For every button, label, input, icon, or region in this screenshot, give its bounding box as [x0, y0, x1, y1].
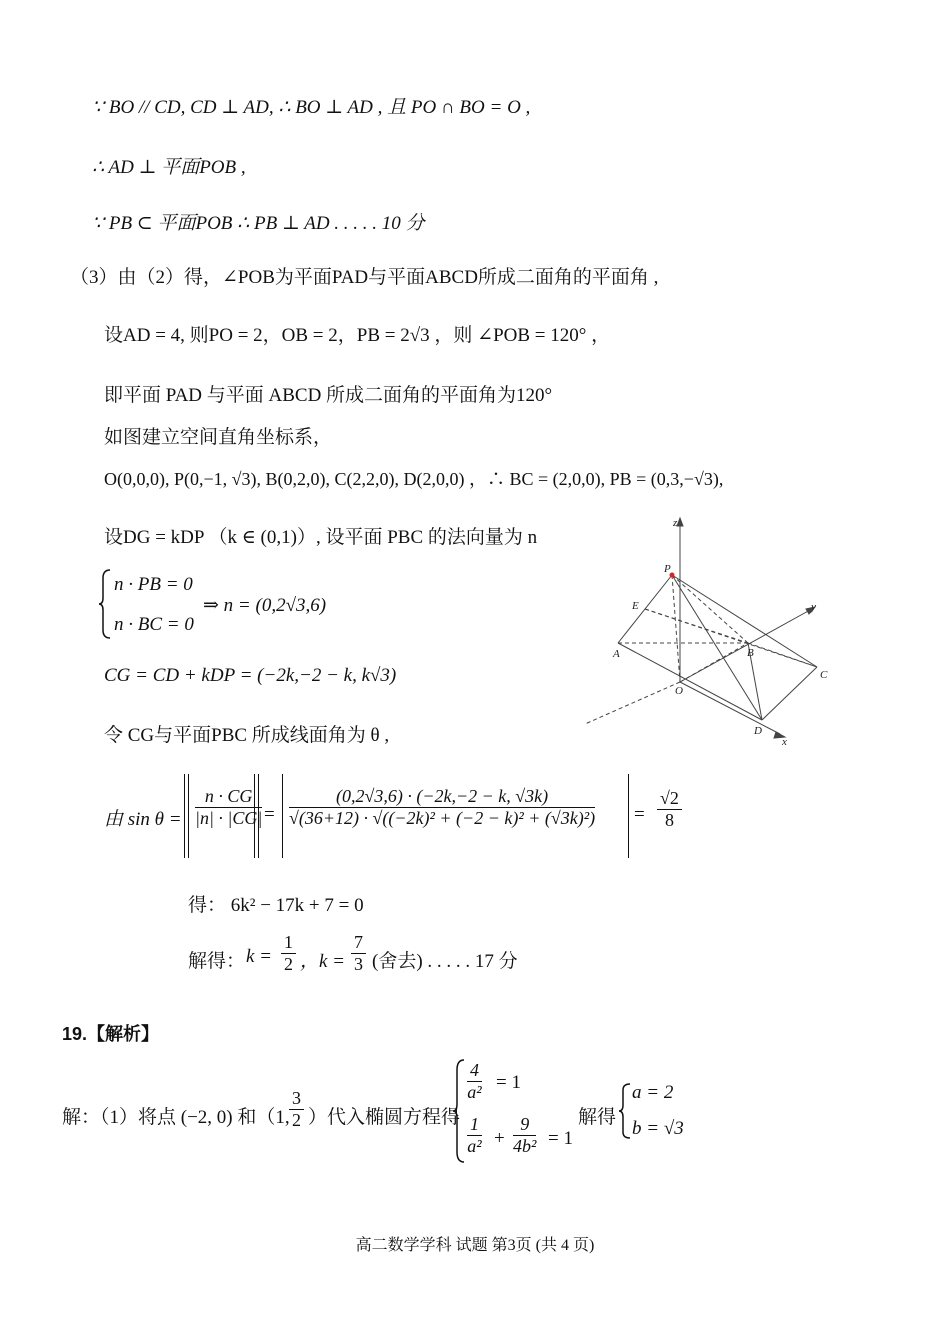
label-P: P: [664, 563, 671, 575]
label-z: z: [673, 517, 678, 529]
sin-frac-2-den: √(36+12) · √((−2k)² + (−2 − k)² + (√3k)²): [289, 807, 596, 828]
line-6: 即平面 PAD 与平面 ABCD 所成二面角的平面角为120°: [104, 385, 553, 406]
sin-rhs: [657, 788, 682, 830]
line-9: 设DG = kDP （k ∈ (0,1)）, 设平面 PBC 的法向量为 n: [104, 527, 538, 548]
sol-frac: $\frac{3}{2}$: [289, 1088, 304, 1130]
eq-n-pb: n · PB = 0: [114, 574, 193, 595]
label-E: E: [632, 600, 639, 612]
ellipse-solution: [62, 1058, 762, 1168]
sin-frac-1-num: n · CG: [195, 786, 262, 808]
eq1-rhs: = 1: [496, 1072, 521, 1093]
eq2-frac1: $\frac{1}{\text{a²}}$: [467, 1114, 482, 1156]
label-x: x: [782, 736, 787, 748]
line-7: 如图建立空间直角坐标系，: [104, 427, 333, 448]
pyramid-figure: [585, 512, 845, 752]
k2-frac: $\frac{7}{3}$: [351, 932, 366, 974]
sol-prefix: 解：（1）将点 (−2, 0) 和（1,: [62, 1107, 290, 1128]
edge-CD: [762, 667, 817, 720]
k2-label: ，k =: [300, 951, 346, 972]
line-1: ∵ BO // CD, CD ⊥ AD, ∴ BO ⊥ AD , 且 PO ∩ BO = O ,: [92, 97, 531, 118]
label-D: D: [754, 725, 762, 737]
label-O: O: [675, 685, 683, 697]
edge-EC: [645, 609, 817, 667]
line-8: O(0,0,0), P(0,−1, √3), B(0,2,0), C(2,2,0), D(2,0,0) ，∴ BC = (2,0,0), PB = (0,3,−√3),: [104, 469, 724, 489]
eq1-frac: $\frac{4}{\text{a²}}$: [467, 1060, 482, 1102]
eq-n-bc: n · BC = 0: [114, 614, 194, 635]
eq2-plus: +: [494, 1128, 505, 1149]
line-15: [188, 932, 588, 988]
result-b: b = √3: [632, 1118, 684, 1139]
line-5: 设AD = 4, 则PO = 2，OB = 2，PB = 2√3 ，则 ∠POB = 120° ，: [104, 325, 611, 346]
edge-PC: [672, 575, 817, 667]
eq-n-result: ⇒ n = (0,2√3,6): [203, 595, 327, 616]
line-14: 得： 6k² − 17k + 7 = 0: [188, 895, 364, 916]
result-brace-icon: [618, 1082, 632, 1140]
label-y: y: [811, 601, 816, 613]
sin-rhs-num: √2: [657, 788, 682, 810]
line-2: ∴ AD ⊥ 平面POB ,: [92, 157, 246, 178]
sin-frac-1-den: |n| · |CG|: [195, 807, 263, 828]
sol-mid: ）代入椭圆方程得: [308, 1107, 461, 1128]
k1-label: k =: [246, 946, 273, 967]
k1-frac: $\frac{1}{2}$: [281, 932, 296, 974]
page-footer: 高二数学学科 试题 第3页 (共 4 页): [355, 1237, 595, 1254]
line-4: （3）由（2）得，∠POB为平面PAD与平面ABCD所成二面角的平面角 ,: [70, 267, 659, 288]
brace-icon: [98, 568, 112, 640]
line-11: CG = CD + kDP = (−2k,−2 − k, k√3): [104, 665, 397, 686]
question-19-heading: 19.【解析】: [62, 1024, 160, 1044]
k-suffix: (舍去) . . . . . 17 分: [372, 951, 518, 972]
line-3: ∵ PB ⊂ 平面POB ∴ PB ⊥ AD . . . . . 10 分: [92, 213, 425, 234]
sin-frac-2-num: (0,2√3,6) · (−2k,−2 − k, √3k): [289, 786, 595, 808]
label-C: C: [820, 669, 828, 681]
line-12: 令 CG与平面PBC 所成线面角为 θ ,: [104, 725, 390, 746]
result-a: a = 2: [632, 1082, 674, 1103]
solve-label: 解得: [578, 1107, 617, 1128]
system-brace-icon: [452, 1058, 466, 1164]
sin-theta-equation: 由 sin θ = $\frac{n \cdot CG}{|n| \cdot |CG|}$ = $\frac{(0,2√3,6) \cdot (-2k,-2 - k, √3k)}{\text{√(36+12) · √((−2k)² + (−2 − k)² + (√3k)²)}}$ = $\frac{√2}{8}$: [104, 772, 724, 862]
sin-frac-1: [195, 786, 262, 828]
eq2-frac2: $\frac{9}{\text{4b²}}$: [513, 1114, 537, 1156]
edge-PB: [672, 575, 748, 643]
edge-DA: [618, 643, 762, 720]
edge-PO: [672, 575, 680, 682]
eq2-rhs: = 1: [548, 1128, 573, 1149]
normal-vector-system: [98, 568, 398, 640]
x-axis: [680, 682, 780, 734]
sin-rhs-den: 8: [664, 809, 674, 830]
sin-prefix: 由 sin θ =: [104, 809, 182, 830]
label-A: A: [613, 648, 620, 660]
solve-prefix: 解得：: [188, 951, 246, 972]
label-B: B: [747, 647, 754, 659]
sin-frac-2: [289, 786, 595, 828]
